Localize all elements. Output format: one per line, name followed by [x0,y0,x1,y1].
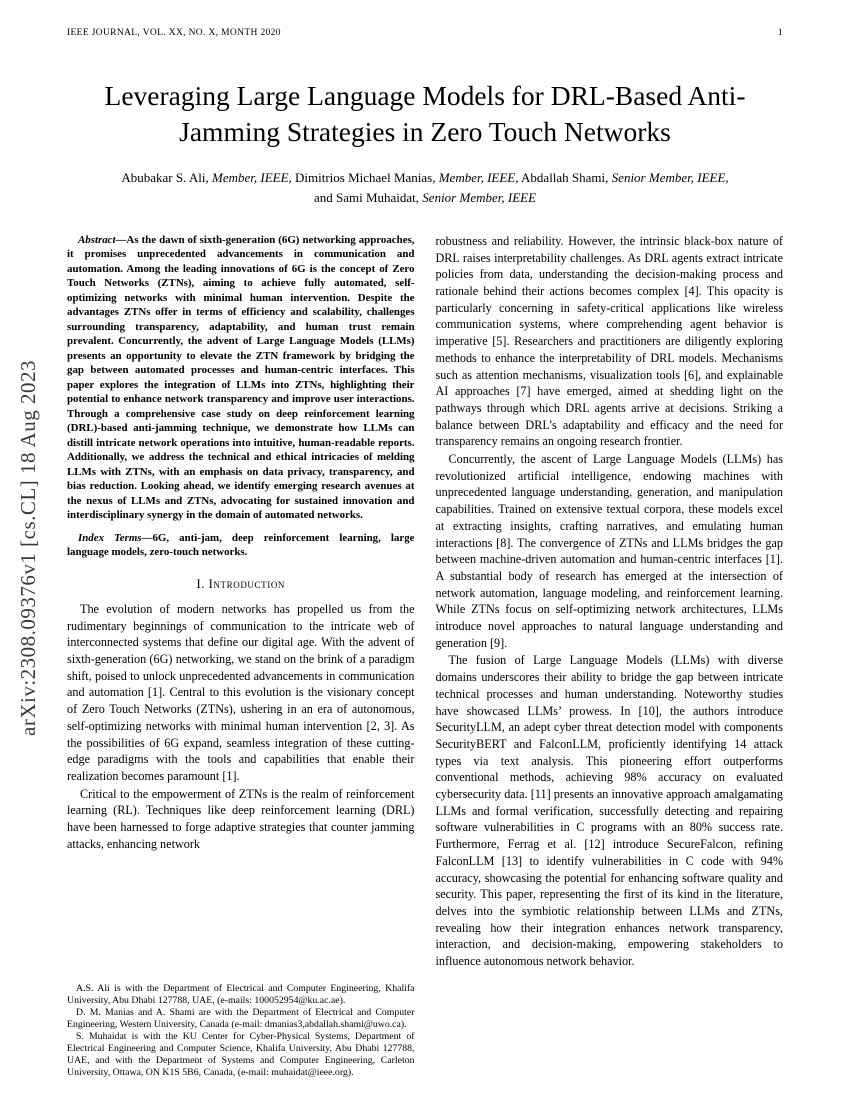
intro-paragraph-2: Critical to the empowerment of ZTNs is the realm of reinforcement learning (RL). Techniques like deep reinforcement learning (DRL) have been harnessed to forge adaptive strategies that counter jamming attacks, enhancing network [67,786,415,851]
footnote-2: D. M. Manias and A. Shami are with the Department of Electrical and Computer Engineering, Western University, Canada (e-mail: dmanias3,abdallah.shami@uwo.ca). [67,1006,415,1030]
abstract [67,233,415,523]
journal-header-text: IEEE JOURNAL, VOL. XX, NO. X, MONTH 2020 [67,28,281,38]
body-paragraph-fusion: The fusion of Large Language Models (LLMs) with diverse domains underscores their ability to bridge the gap between intricate technical processes and human understanding. Noteworthy studies have showcased LLMs’ prowess. In [10], the authors introduce SecurityLLM, an adept cyber threat detection model with components SecurityBERT and FalconLLM, proficiently identifying 14 attack types via text analysis. This pioneering effort outperforms conventional methods, achieving 98% accuracy on evaluated cybersecurity data. [11] presents an innovative approach amalgamating LLMs and formal verification, successfully detecting and repairing software vulnerabilities in C programs with an 80% success rate. Furthermore, Ferrag et al. [12] introduce SecureFalcon, refining FalconLLM [13] to identify vulnerabilities in C code with 94% accuracy, showcasing the potential for enhancing software quality and security. This paper, representing the first of its kind in the literature, delves into the symbiotic relationship between LLMs and ZTNs, revealing how their integration enhances network transparency, interaction, and decision-making, empowering stakeholders to influence autonomous network behavior. [435,653,783,969]
index-terms-label: Index Terms— [78,531,153,544]
author-footnotes [67,983,415,1085]
body-paragraph-llms: Concurrently, the ascent of Large Language Models (LLMs) has revolutionized artificial intelligence, endowing machines with unprecedented language understanding, generation, and manipulation capabilities. Trained on extensive textual corpora, these models excel at extracting insights, crafting narratives, and emulating human interactions [8]. The convergence of ZTNs and LLMs bridges the gap between machine-driven automation and human-centric interfaces [1]. A substantial body of research has emerged at the intersection of network automation, language modeling, and reinforcement learning. While ZTNs focus on self-optimizing network architectures, LLMs introduce novel approaches to natural language understanding and generation [9]. [435,452,783,650]
intro-paragraph-1: The evolution of modern networks has propelled us from the rudimentary beginnings of communication to the intricate web of interconnected systems that define our digital age. With the advent of sixth-generation (6G) networking, we stand on the brink of a paradigm shift, poised to unlock unprecedented advancements in communication and automation [1]. Central to this evolution is the visionary concept of Zero Touch Networks (ZTNs), ushering in an era of autonomous, self-optimizing networks with minimal human intervention [2, 3]. As the possibilities of 6G expand, seamless integration of these cutting-edge paradigms with the tools and capabilities that enable their realization becomes paramount [1]. [67,601,415,783]
author-list [67,168,783,208]
arxiv-stamp: arXiv:2308.09376v1 [cs.CL] 18 Aug 2023 [16,360,40,736]
right-column [436,233,784,1085]
section-heading-introduction: I. Introduction [196,576,286,591]
page-number: 1 [777,28,783,38]
index-terms [67,531,415,560]
two-column-body [67,233,783,1085]
index-terms-text: 6G, anti-jam, deep reinforcement learning, large language models, zero-touch networks. [67,531,415,559]
author-line-2: and Sami Muhaidat, Senior Member, IEEE [313,189,537,205]
paper-title: Leveraging Large Language Models for DRL-Based Anti-Jamming Strategies in Zero Touch Networks [104,80,746,148]
abstract-text: As the dawn of sixth-generation (6G) networking approaches, it promises unprecedented advancements in communication and automation. Among the leading innovations of 6G is the concept of Zero Touch Networks (ZTNs), aiming to achieve fully automated, self-optimizing networks with minimal human intervention. Despite the advantages ZTNs offer in terms of efficiency and scalability, challenges surrounding transparency, adaptability, and human trust remain prevalent. Concurrently, the advent of Large Language Models (LLMs) presents an opportunity to elevate the ZTN framework by bridging the gap between automated processes and human-centric interfaces. This paper explores the integration of LLMs into ZTNs, highlighting their potential to enhance network transparency and improve user interactions. Through a comprehensive case study on deep reinforcement learning (DRL)-based anti-jamming technique, we demonstrate how LLMs can distill intricate network operations into intuitive, human-readable reports. Additionally, we address the technical and ethical intricacies of melding LLMs with ZTNs, with an emphasis on data privacy, transparency, and bias reduction. Looking ahead, we identify emerging research avenues at the nexus of LLMs and ZTNs, advocating for sustained innovation and interdisciplinary synergy in the domain of automated networks. [67,233,415,522]
abstract-label: Abstract— [78,233,127,246]
footnote-1: A.S. Ali is with the Department of Electrical and Computer Engineering, Khalifa University, Abu Dhabi 127788, UAE, (e-mails: 100052954@ku.ac.ae). [67,982,415,1006]
left-column [67,233,415,1085]
running-header [67,28,783,38]
footnote-3: S. Muhaidat is with the KU Center for Cyber-Physical Systems, Department of Electrical Engineering and Computer Science, Khalifa University, Abu Dhabi 127788, UAE, and with the Department of Systems and Computer Engineering, Carleton University, Ottawa, ON K1S 5B6, Canada, (e-mail: muhaidat@ieee.org). [67,1030,415,1078]
author-line-1: Abubakar S. Ali, Member, IEEE, Dimitrios Michael Manias, Member, IEEE, Abdallah Shami, Senior Member, IEEE, [121,169,729,185]
body-paragraph-continuation: robustness and reliability. However, the intrinsic black-box nature of DRL raises interpretability challenges. As DRL agents extract intricate policies from data, understanding the decision-making process and rationale behind their actions becomes complex [4]. This opacity is particularly concerning in safety-critical applications like wireless communication systems, where comprehending agent behavior is imperative [5]. Researchers and practitioners are diligently exploring methods to enhance the interpretability of DRL models. Mechanisms such as attention mechanisms, visualization tools [6], and explainable AI approaches [7] have emerged, aimed at shedding light on the pathways through which DRL agents arrive at decisions. Striking a balance between DRL’s adaptability and efficacy and the need for transparency remains an ongoing research frontier. [435,233,783,449]
